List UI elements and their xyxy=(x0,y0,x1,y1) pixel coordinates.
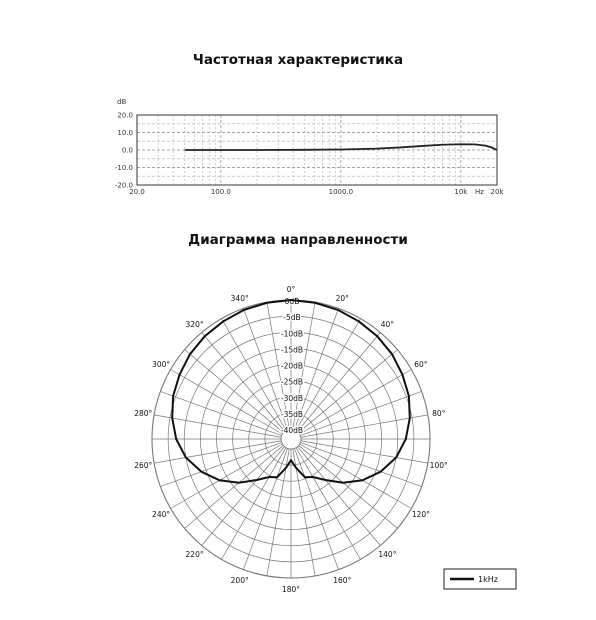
y-tick-label: 10.0 xyxy=(117,129,133,137)
legend xyxy=(444,569,516,589)
angle-label: 180° xyxy=(281,585,301,594)
angle-label: 20° xyxy=(335,294,349,304)
spoke-line xyxy=(299,445,398,528)
polar-pattern-title: Диаграмма направленности xyxy=(188,232,408,248)
spoke-line xyxy=(300,444,412,509)
spoke-line xyxy=(185,445,284,528)
radial-label: 0dB xyxy=(284,297,300,306)
spoke-line xyxy=(296,448,361,560)
angle-label: 300° xyxy=(152,360,171,369)
spoke-line xyxy=(301,441,428,463)
spoke-line xyxy=(222,319,287,431)
radial-label: -15dB xyxy=(280,345,304,355)
spoke-line xyxy=(297,447,380,546)
spoke-line xyxy=(171,370,283,435)
radial-label: -5dB xyxy=(283,313,301,323)
spoke-line xyxy=(171,444,283,509)
frequency-response-title: Частотная характеристика xyxy=(192,52,404,68)
spoke-line xyxy=(299,350,398,433)
spoke-line xyxy=(296,319,361,431)
angle-label: 40° xyxy=(380,320,395,330)
x-tick-label: 100.0 xyxy=(210,188,231,196)
spoke-line xyxy=(300,391,421,435)
angle-label: 320° xyxy=(185,320,204,330)
radial-label: -10dB xyxy=(280,329,304,339)
angle-label: 260° xyxy=(134,461,153,471)
x-tick-label: 1000.0 xyxy=(328,188,354,196)
radial-label: -30dB xyxy=(280,393,304,403)
angle-label: 100° xyxy=(429,461,448,471)
x-tick-label: 20.0 xyxy=(129,188,145,196)
spoke-line xyxy=(154,441,281,463)
y-tick-label: 0.0 xyxy=(121,146,133,155)
radial-label: -20dB xyxy=(280,361,304,371)
angle-label: 280° xyxy=(134,408,153,418)
spoke-line xyxy=(160,391,281,435)
angle-label: 220° xyxy=(185,549,204,559)
angle-label: 60° xyxy=(414,360,428,369)
angle-label: 200° xyxy=(230,575,249,585)
y-tick-label: -10.0 xyxy=(114,164,133,172)
y-tick-label: -20.0 xyxy=(114,181,133,190)
radial-labels xyxy=(281,297,303,435)
polar-grid xyxy=(152,300,430,578)
spoke-line xyxy=(297,333,380,432)
spoke-line xyxy=(294,448,338,569)
spoke-line xyxy=(300,370,412,435)
spoke-line xyxy=(222,448,287,560)
x-unit-label: Hz xyxy=(475,188,484,196)
angle-label: 80° xyxy=(432,408,446,418)
angle-label: 240° xyxy=(152,510,171,519)
radial-label: -25dB xyxy=(280,377,304,387)
angle-label: 140° xyxy=(378,549,397,559)
angle-label: 120° xyxy=(411,510,430,519)
x-tick-label: 20k xyxy=(490,188,504,196)
y-unit-label: dB xyxy=(117,98,127,106)
angle-label: 340° xyxy=(230,294,249,304)
x-tick-label: 10k xyxy=(454,188,468,196)
angle-label: 160° xyxy=(333,575,352,585)
spoke-line xyxy=(202,333,285,432)
angle-label: 0° xyxy=(286,285,296,294)
spoke-line xyxy=(202,447,285,546)
y-tick-label: 20.0 xyxy=(117,111,133,120)
spoke-line xyxy=(185,350,284,433)
radial-label: -35dB xyxy=(280,409,304,419)
legend-label: 1kHz xyxy=(478,575,498,584)
spoke-line xyxy=(243,448,287,569)
radial-label: -40dB xyxy=(280,426,304,435)
